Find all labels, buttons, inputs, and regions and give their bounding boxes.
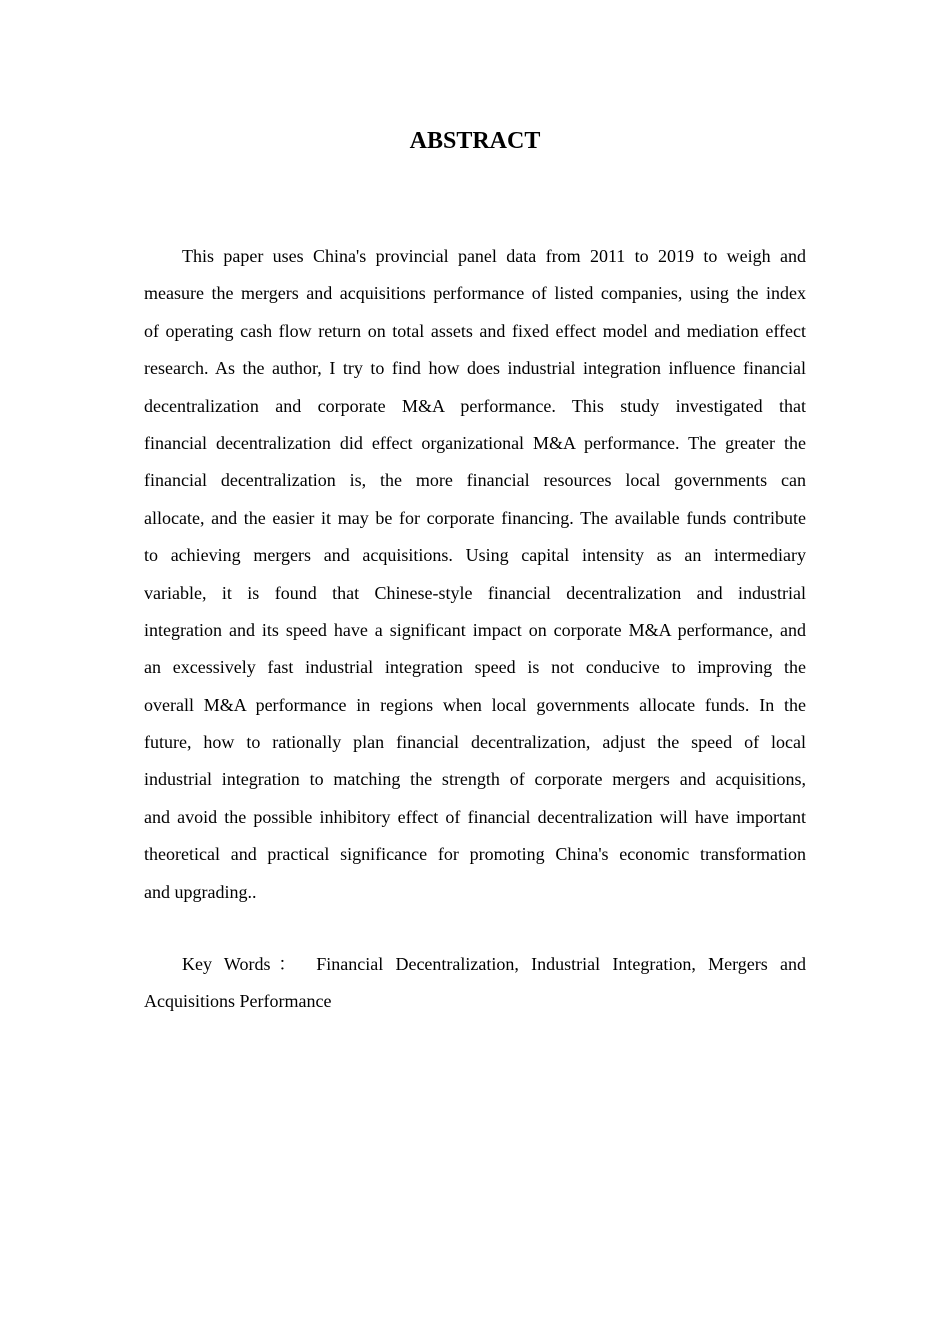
keywords-line: Key Words： Financial Decentralization, Industrial Integration, Mergers and <box>182 953 806 974</box>
abstract-line: of operating cash flow return on total assets and fixed effect model and mediation effect <box>144 320 806 341</box>
abstract-line: and avoid the possible inhibitory effect of financial decentralization will have important <box>144 806 806 827</box>
paragraph-gap <box>144 911 806 946</box>
abstract-line: decentralization and corporate M&A performance. This study investigated that <box>144 395 806 416</box>
abstract-line: theoretical and practical significance for promoting China's economic transformation <box>144 844 806 865</box>
keywords-line: Acquisitions Performance <box>144 990 332 1011</box>
abstract-line: an excessively fast industrial integration speed is not conducive to improving the <box>144 657 806 678</box>
abstract-line: research. As the author, I try to find how does industrial integration influence financial <box>144 358 806 379</box>
abstract-line: This paper uses China's provincial panel data from 2011 to 2019 to weigh and <box>182 246 806 266</box>
abstract-line: allocate, and the easier it may be for corporate financing. The available funds contribute <box>144 507 806 528</box>
abstract-line: future, how to rationally plan financial decentralization, adjust the speed of local <box>144 732 806 753</box>
abstract-body <box>144 238 806 1020</box>
abstract-line: overall M&A performance in regions when local governments allocate funds. In the <box>144 694 806 715</box>
abstract-line: industrial integration to matching the strength of corporate mergers and acquisitions, <box>144 769 806 790</box>
abstract-line: financial decentralization did effect organizational M&A performance. The greater the <box>144 432 806 453</box>
abstract-line: variable, it is found that Chinese-style financial decentralization and industrial <box>144 582 806 603</box>
abstract-line: and upgrading.. <box>144 881 257 902</box>
abstract-line: to achieving mergers and acquisitions. Using capital intensity as an intermediary <box>144 545 806 566</box>
abstract-line: measure the mergers and acquisitions performance of listed companies, using the index <box>144 283 806 304</box>
abstract-line: integration and its speed have a significant impact on corporate M&A performance, and <box>144 619 806 640</box>
abstract-line: financial decentralization is, the more financial resources local governments can <box>144 470 806 491</box>
abstract-title: ABSTRACT <box>409 128 541 154</box>
